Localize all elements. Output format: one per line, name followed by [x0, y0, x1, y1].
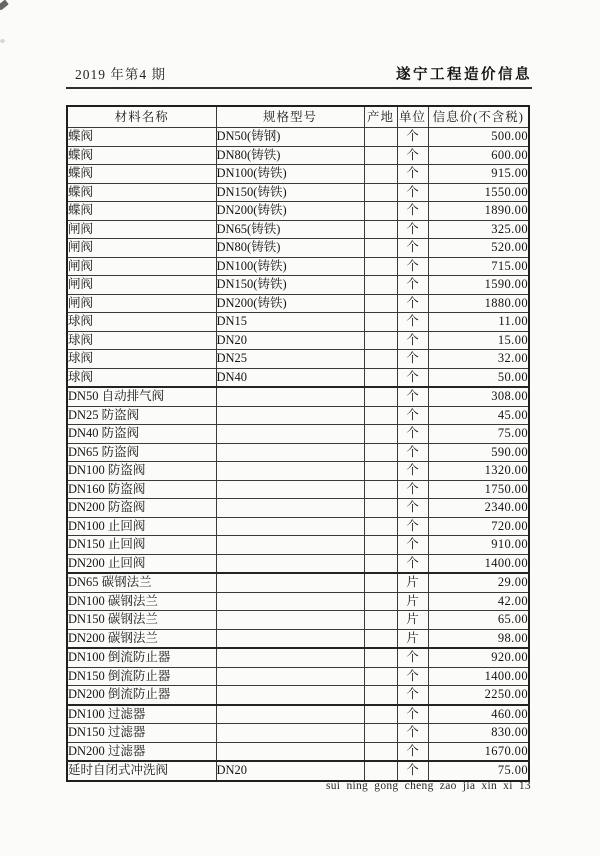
unit-cell: 个: [397, 517, 428, 536]
spec-cell: DN40: [216, 368, 364, 387]
material-name-cell: DN100 止回阀: [67, 517, 216, 536]
material-name-cell: 蝶阀: [67, 183, 216, 202]
spec-cell: DN150(铸铁): [216, 183, 364, 202]
material-name-cell: DN100 过滤器: [67, 705, 216, 724]
material-name-cell: DN200 碳钢法兰: [67, 629, 216, 648]
table-row: [67, 499, 529, 518]
unit-cell: 个: [397, 686, 428, 705]
origin-cell: [364, 536, 397, 555]
spec-cell: [216, 425, 364, 444]
spec-cell: [216, 573, 364, 592]
unit-cell: 个: [397, 648, 428, 667]
spec-cell: DN15: [216, 313, 364, 332]
spec-cell: DN65(铸铁): [216, 220, 364, 239]
origin-cell: [364, 611, 397, 630]
table-row: [67, 462, 529, 481]
price-cell: 520.00: [428, 239, 529, 258]
price-cell: 915.00: [428, 165, 529, 184]
unit-cell: 个: [397, 183, 428, 202]
spec-cell: DN80(铸铁): [216, 239, 364, 258]
material-name-cell: 蝶阀: [67, 165, 216, 184]
price-cell: 29.00: [428, 573, 529, 592]
origin-cell: [364, 128, 397, 147]
unit-cell: 个: [397, 536, 428, 555]
unit-cell: 片: [397, 573, 428, 592]
origin-cell: [364, 517, 397, 536]
material-name-cell: 闸阀: [67, 220, 216, 239]
table-row: [67, 202, 529, 221]
column-header: 单位: [397, 106, 428, 128]
unit-cell: 个: [397, 146, 428, 165]
journal-title: 遂宁工程造价信息: [396, 67, 532, 83]
price-cell: 500.00: [428, 128, 529, 147]
material-name-cell: DN200 止回阀: [67, 554, 216, 573]
spec-cell: DN100(铸铁): [216, 165, 364, 184]
origin-cell: [364, 592, 397, 611]
price-cell: 1400.00: [428, 667, 529, 686]
origin-cell: [364, 443, 397, 462]
table-row: [67, 331, 529, 350]
header-rule: [66, 87, 532, 89]
table-row: [67, 406, 529, 425]
material-name-cell: 闸阀: [67, 257, 216, 276]
price-cell: 32.00: [428, 350, 529, 369]
material-name-cell: DN200 防盗阀: [67, 499, 216, 518]
unit-cell: 个: [397, 331, 428, 350]
material-name-cell: 蝶阀: [67, 128, 216, 147]
spec-cell: [216, 686, 364, 705]
price-cell: 75.00: [428, 425, 529, 444]
origin-cell: [364, 313, 397, 332]
table-row: [67, 443, 529, 462]
table-row: [67, 517, 529, 536]
origin-cell: [364, 480, 397, 499]
table-row: [67, 536, 529, 555]
material-name-cell: 蝶阀: [67, 202, 216, 221]
price-cell: 920.00: [428, 648, 529, 667]
price-cell: 2250.00: [428, 686, 529, 705]
origin-cell: [364, 183, 397, 202]
unit-cell: 个: [397, 350, 428, 369]
material-name-cell: 闸阀: [67, 239, 216, 258]
price-cell: 42.00: [428, 592, 529, 611]
table-row: [67, 220, 529, 239]
price-cell: 1550.00: [428, 183, 529, 202]
spec-cell: [216, 406, 364, 425]
spec-cell: [216, 705, 364, 724]
spec-cell: DN20: [216, 331, 364, 350]
material-name-cell: DN65 碳钢法兰: [67, 573, 216, 592]
unit-cell: 个: [397, 667, 428, 686]
unit-cell: 片: [397, 611, 428, 630]
unit-cell: 个: [397, 462, 428, 481]
origin-cell: [364, 257, 397, 276]
table-row: [67, 313, 529, 332]
material-name-cell: 球阀: [67, 368, 216, 387]
unit-cell: 个: [397, 554, 428, 573]
price-cell: 910.00: [428, 536, 529, 555]
price-cell: 325.00: [428, 220, 529, 239]
origin-cell: [364, 350, 397, 369]
price-cell: 15.00: [428, 331, 529, 350]
origin-cell: [364, 686, 397, 705]
price-cell: 600.00: [428, 146, 529, 165]
spec-cell: [216, 462, 364, 481]
origin-cell: [364, 724, 397, 743]
price-cell: 1400.00: [428, 554, 529, 573]
table-row: [67, 480, 529, 499]
price-cell: 830.00: [428, 724, 529, 743]
price-table-header-row: [67, 106, 529, 128]
spec-cell: [216, 629, 364, 648]
issue-label: 2019 年第4 期: [75, 67, 166, 82]
origin-cell: [364, 462, 397, 481]
unit-cell: 个: [397, 276, 428, 295]
origin-cell: [364, 629, 397, 648]
table-row: [67, 239, 529, 258]
unit-cell: 个: [397, 387, 428, 406]
origin-cell: [364, 554, 397, 573]
table-row: [67, 294, 529, 313]
origin-cell: [364, 761, 397, 781]
material-name-cell: 球阀: [67, 331, 216, 350]
spec-cell: [216, 499, 364, 518]
material-name-cell: DN150 倒流防止器: [67, 667, 216, 686]
unit-cell: 个: [397, 294, 428, 313]
material-name-cell: DN160 防盗阀: [67, 480, 216, 499]
spec-cell: [216, 724, 364, 743]
material-name-cell: DN65 防盗阀: [67, 443, 216, 462]
material-name-cell: 闸阀: [67, 294, 216, 313]
origin-cell: [364, 202, 397, 221]
page-footer-pinyin: sui ning gong cheng zao jia xin xi 13: [325, 780, 531, 792]
origin-cell: [364, 146, 397, 165]
table-row: [67, 276, 529, 295]
material-name-cell: 闸阀: [67, 276, 216, 295]
material-name-cell: DN50 自动排气阀: [67, 387, 216, 406]
unit-cell: 个: [397, 257, 428, 276]
price-cell: 2340.00: [428, 499, 529, 518]
table-row: [67, 350, 529, 369]
table-row: [67, 183, 529, 202]
origin-cell: [364, 667, 397, 686]
price-cell: 50.00: [428, 368, 529, 387]
spec-cell: [216, 742, 364, 761]
spec-cell: DN200(铸铁): [216, 202, 364, 221]
origin-cell: [364, 742, 397, 761]
unit-cell: 个: [397, 406, 428, 425]
unit-cell: 个: [397, 165, 428, 184]
table-row: [67, 648, 529, 667]
origin-cell: [364, 387, 397, 406]
spec-cell: [216, 667, 364, 686]
origin-cell: [364, 165, 397, 184]
column-header: 产地: [364, 106, 397, 128]
material-name-cell: DN150 止回阀: [67, 536, 216, 555]
origin-cell: [364, 573, 397, 592]
unit-cell: 个: [397, 480, 428, 499]
material-name-cell: DN100 倒流防止器: [67, 648, 216, 667]
table-row: [67, 667, 529, 686]
unit-cell: 个: [397, 128, 428, 147]
table-row: [67, 146, 529, 165]
table-row: [67, 425, 529, 444]
material-name-cell: DN100 碳钢法兰: [67, 592, 216, 611]
table-row: [67, 742, 529, 761]
unit-cell: 个: [397, 202, 428, 221]
origin-cell: [364, 648, 397, 667]
price-cell: 98.00: [428, 629, 529, 648]
price-cell: 1670.00: [428, 742, 529, 761]
table-row: [67, 368, 529, 387]
material-name-cell: DN100 防盗阀: [67, 462, 216, 481]
spec-cell: [216, 387, 364, 406]
spec-cell: DN80(铸铁): [216, 146, 364, 165]
origin-cell: [364, 705, 397, 724]
table-row: [67, 592, 529, 611]
price-cell: 11.00: [428, 313, 529, 332]
origin-cell: [364, 368, 397, 387]
origin-cell: [364, 331, 397, 350]
price-cell: 65.00: [428, 611, 529, 630]
table-row: [67, 165, 529, 184]
spec-cell: [216, 480, 364, 499]
origin-cell: [364, 499, 397, 518]
origin-cell: [364, 294, 397, 313]
origin-cell: [364, 406, 397, 425]
column-header: 规格型号: [216, 106, 364, 128]
material-name-cell: DN40 防盗阀: [67, 425, 216, 444]
column-header: 信息价(不含税): [428, 106, 529, 128]
price-cell: 45.00: [428, 406, 529, 425]
spec-cell: [216, 443, 364, 462]
unit-cell: 个: [397, 724, 428, 743]
unit-cell: 个: [397, 761, 428, 781]
material-name-cell: 球阀: [67, 313, 216, 332]
unit-cell: 个: [397, 443, 428, 462]
table-row: [67, 724, 529, 743]
spec-cell: DN25: [216, 350, 364, 369]
spec-cell: DN20: [216, 761, 364, 781]
price-cell: 590.00: [428, 443, 529, 462]
price-table-body: [67, 128, 529, 781]
unit-cell: 个: [397, 220, 428, 239]
material-name-cell: 延时自闭式冲洗阀: [67, 761, 216, 781]
spec-cell: DN150(铸铁): [216, 276, 364, 295]
unit-cell: 个: [397, 313, 428, 332]
table-row: [67, 257, 529, 276]
scan-smudge: [0, 39, 5, 43]
spec-cell: DN50(铸钢): [216, 128, 364, 147]
spec-cell: [216, 517, 364, 536]
material-name-cell: DN25 防盗阀: [67, 406, 216, 425]
price-cell: 1590.00: [428, 276, 529, 295]
price-cell: 715.00: [428, 257, 529, 276]
running-head: [66, 63, 532, 85]
origin-cell: [364, 276, 397, 295]
unit-cell: 个: [397, 368, 428, 387]
table-row: [67, 686, 529, 705]
material-name-cell: DN150 碳钢法兰: [67, 611, 216, 630]
table-row: [67, 705, 529, 724]
material-name-cell: 球阀: [67, 350, 216, 369]
material-name-cell: DN200 过滤器: [67, 742, 216, 761]
unit-cell: 片: [397, 592, 428, 611]
material-name-cell: DN150 过滤器: [67, 724, 216, 743]
origin-cell: [364, 425, 397, 444]
unit-cell: 片: [397, 629, 428, 648]
price-cell: 1880.00: [428, 294, 529, 313]
unit-cell: 个: [397, 499, 428, 518]
spec-cell: [216, 554, 364, 573]
price-cell: 1750.00: [428, 480, 529, 499]
spec-cell: [216, 611, 364, 630]
price-cell: 720.00: [428, 517, 529, 536]
spec-cell: [216, 648, 364, 667]
table-row: [67, 611, 529, 630]
spec-cell: [216, 536, 364, 555]
origin-cell: [364, 220, 397, 239]
price-cell: 308.00: [428, 387, 529, 406]
price-table: [66, 105, 530, 782]
origin-cell: [364, 239, 397, 258]
price-cell: 1890.00: [428, 202, 529, 221]
material-name-cell: 蝶阀: [67, 146, 216, 165]
spec-cell: DN100(铸铁): [216, 257, 364, 276]
table-row: [67, 761, 529, 781]
price-cell: 75.00: [428, 761, 529, 781]
scan-corner-mark: [0, 0, 9, 10]
unit-cell: 个: [397, 742, 428, 761]
spec-cell: DN200(铸铁): [216, 294, 364, 313]
table-row: [67, 554, 529, 573]
material-name-cell: DN200 倒流防止器: [67, 686, 216, 705]
table-row: [67, 387, 529, 406]
price-cell: 460.00: [428, 705, 529, 724]
unit-cell: 个: [397, 239, 428, 258]
unit-cell: 个: [397, 705, 428, 724]
table-row: [67, 629, 529, 648]
table-row: [67, 573, 529, 592]
unit-cell: 个: [397, 425, 428, 444]
spec-cell: [216, 592, 364, 611]
price-cell: 1320.00: [428, 462, 529, 481]
table-row: [67, 128, 529, 147]
column-header: 材料名称: [67, 106, 216, 128]
